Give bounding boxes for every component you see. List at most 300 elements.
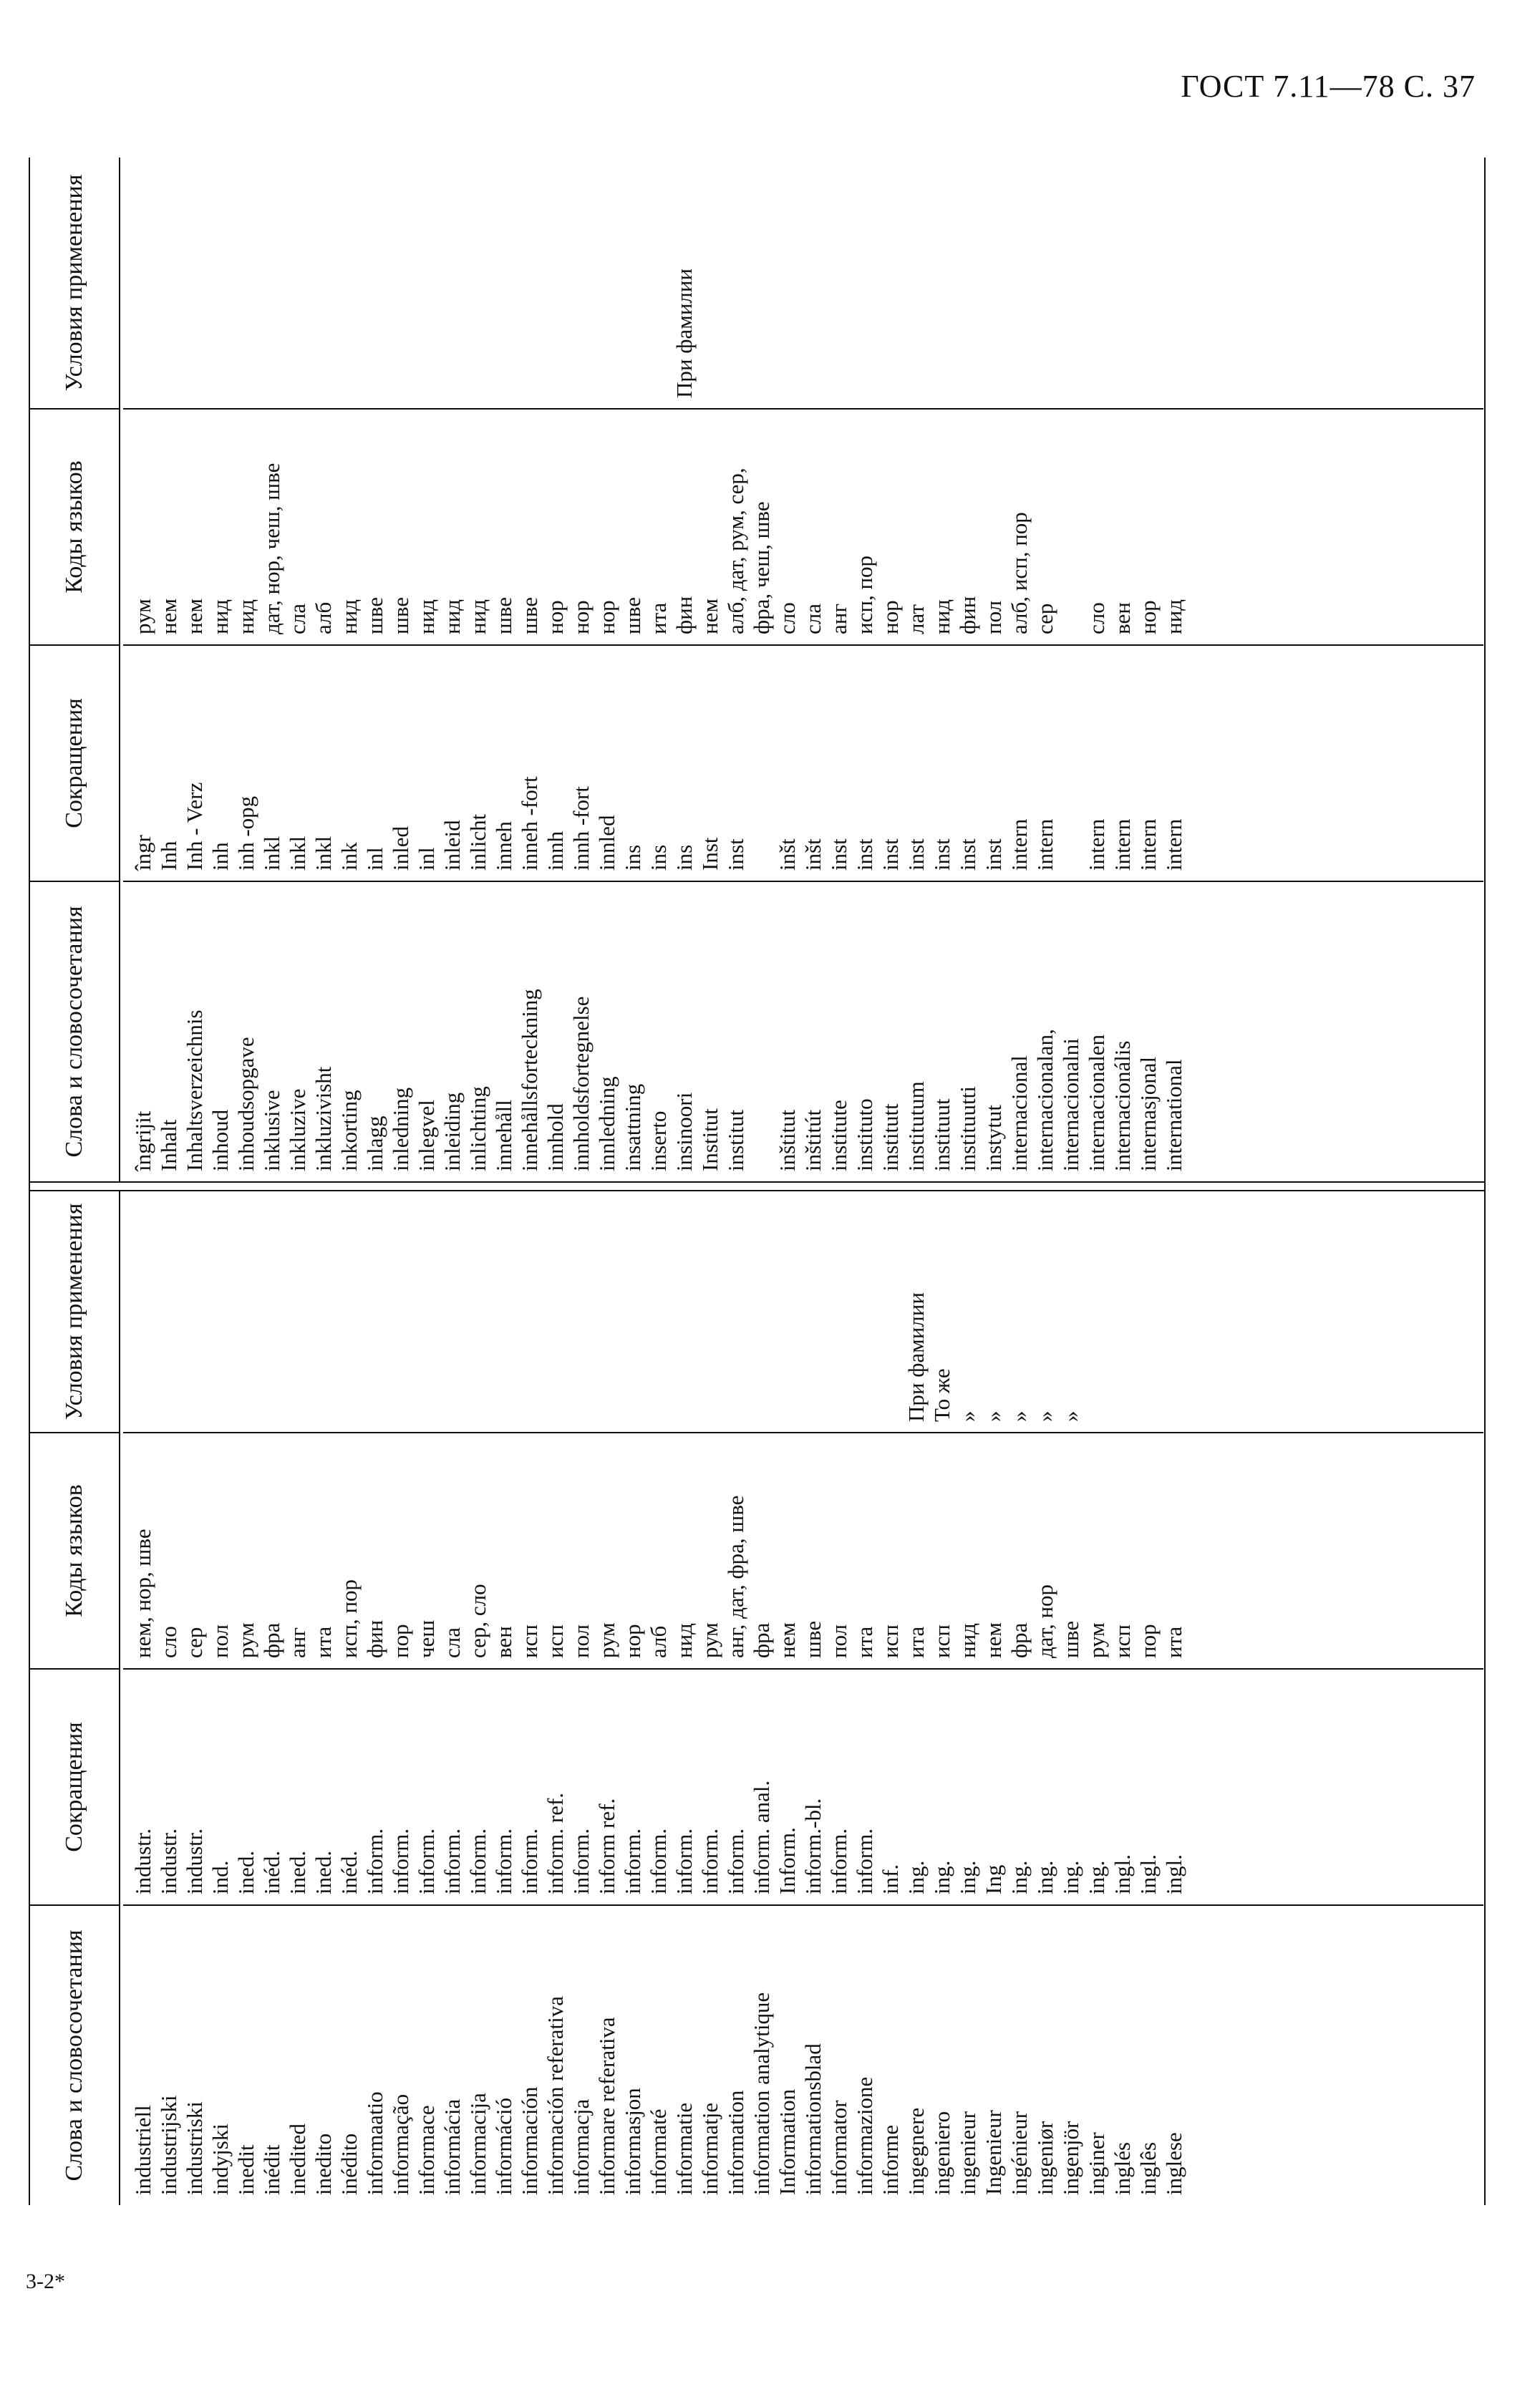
word-cell: informator (826, 2100, 851, 2195)
codes-cell: сло (775, 602, 800, 634)
abbr-cell: îngr (130, 835, 155, 871)
page-mark: 3-2* (26, 2270, 65, 2293)
codes-cell: пор (388, 1624, 413, 1658)
word-cell: institute (826, 1100, 851, 1171)
cond-cell (465, 158, 491, 398)
cond-cell (130, 158, 156, 398)
codes-cell: пол (826, 1624, 851, 1658)
codes-cell: фин (672, 596, 697, 634)
abbr-cell: inšt (800, 838, 825, 871)
cond-cell (878, 1191, 904, 1422)
abbr-cell: inst (723, 838, 748, 871)
codes-cell: фра (1007, 1622, 1032, 1658)
abbr-cell: industr. (156, 1828, 181, 1894)
abbr-cell: ingl. (1110, 1854, 1135, 1894)
cond-cell (517, 158, 543, 398)
word-cell: informaté (646, 2108, 671, 2195)
word-cell: inedited (285, 2124, 310, 2195)
abbr-cell: inleid (440, 820, 465, 871)
codes-cell: шве (517, 596, 542, 634)
codes-cell: нид (1161, 599, 1186, 634)
word-cell: instituut (929, 1098, 954, 1171)
codes-cell: анг, дат, фра, шве (723, 1495, 748, 1658)
codes-cell: шве (491, 596, 516, 634)
abbr-cell: inéd. (259, 1850, 284, 1894)
abbr-cell: inl (414, 847, 439, 871)
word-cell: inhoudsopgave (233, 1037, 258, 1171)
cond-cell (362, 1191, 388, 1422)
abbr-cell: inst (904, 838, 929, 871)
word-cell: information analytique (749, 1992, 774, 2195)
cond-cell (233, 158, 259, 398)
word-cell: inglese (1161, 2132, 1186, 2195)
word-cell: információ (491, 2097, 516, 2195)
codes-cell: ита (852, 1626, 877, 1658)
cond-cell (311, 1191, 336, 1422)
codes-cell: ита (1161, 1626, 1186, 1658)
right-col-words (123, 881, 1483, 1181)
abbr-cell: inform. (388, 1828, 413, 1894)
abbr-cell: inšt (775, 838, 800, 871)
codes-cell: дат, нор (1032, 1584, 1057, 1658)
abbr-cell: inl (362, 847, 387, 871)
cond-cell: » (1032, 1410, 1057, 1422)
left-header-row (30, 1191, 120, 2205)
cond-cell (1135, 158, 1161, 398)
codes-cell: чеш (414, 1619, 439, 1658)
cond-cell (697, 1191, 723, 1422)
codes-cell: нид (440, 599, 465, 634)
codes-cell: нид (336, 599, 362, 634)
word-cell: innhold (543, 1103, 568, 1171)
word-cell: inglés (1110, 2141, 1135, 2195)
codes-cell: шве (800, 1620, 825, 1658)
word-cell: Inhalt (156, 1119, 181, 1171)
word-cell: informação (388, 2093, 413, 2195)
abbr-cell: inform. (620, 1828, 645, 1894)
word-cell: informare referativa (594, 2017, 619, 2195)
cond-cell (1084, 158, 1110, 398)
cond-cell (826, 158, 852, 398)
cond-cell (1110, 1191, 1135, 1422)
cond-cell (233, 1191, 259, 1422)
word-cell: ingénieur (1007, 2111, 1032, 2195)
word-cell: ingenjör (1058, 2121, 1083, 2195)
codes-cell: алб (646, 1625, 671, 1658)
word-cell: information (723, 2090, 748, 2195)
abbr-cell (749, 646, 775, 871)
abbr-cell: inst (852, 838, 877, 871)
abbr-cell: inform. (491, 1828, 516, 1894)
abbr-cell: inéd. (336, 1850, 362, 1894)
word-cell: informasjon (620, 2088, 645, 2195)
word-cell: Institut (697, 1108, 722, 1171)
cond-cell (775, 158, 800, 398)
cond-cell (285, 158, 311, 398)
right-header-row (30, 158, 120, 1181)
word-cell: industriell (130, 2105, 155, 2195)
right-col-codes (123, 408, 1483, 644)
word-cell: innledning (594, 1076, 619, 1171)
codes-cell: шве (362, 596, 387, 634)
cond-cell (491, 1191, 517, 1422)
word-cell: inštitut (775, 1109, 800, 1171)
abbr-cell: inkl (311, 836, 336, 871)
cond-cell (543, 1191, 568, 1422)
abbr-cell: ing. (1058, 1860, 1083, 1894)
codes-cell: анг (285, 1627, 310, 1658)
word-cell: Inhaltsverzeichnis (182, 1009, 207, 1171)
cond-cell (1032, 158, 1058, 398)
word-cell: inkluzive (285, 1088, 310, 1171)
codes-cell: фра, чеш, шве (749, 501, 774, 634)
abbr-cell: industr. (182, 1828, 207, 1894)
codes-cell: ита (904, 1626, 929, 1658)
cond-cell (208, 1191, 233, 1422)
codes-cell: нор (543, 600, 568, 634)
left-header-cond: Условия применения (61, 1203, 87, 1420)
word-cell: institutum (904, 1081, 929, 1171)
abbr-cell: intern (1110, 818, 1135, 871)
codes-cell: нор (568, 600, 594, 634)
cond-cell (156, 1191, 182, 1422)
abbr-cell: inh -opg (233, 795, 258, 871)
codes-cell: нид (672, 1623, 697, 1658)
codes-cell: фин (362, 1619, 387, 1658)
cond-cell (955, 158, 981, 398)
abbr-cell: inform. (697, 1828, 722, 1894)
left-col-codes (123, 1432, 1483, 1668)
abbr-cell: ing. (955, 1860, 980, 1894)
codes-cell: нор (594, 600, 619, 634)
codes-cell: алб, дат, рум, сер, (723, 468, 748, 634)
word-cell: instituutti (955, 1086, 980, 1171)
word-cell: innholdsfortegnelse (568, 996, 594, 1171)
cond-cell (749, 1191, 775, 1422)
cond-cell (1161, 158, 1187, 398)
abbr-cell: inform. ref. (543, 1792, 568, 1894)
abbr-cell: intern (1135, 818, 1161, 871)
codes-cell: дат, нор, чеш, шве (259, 463, 284, 634)
codes-cell: алб (311, 601, 336, 634)
abbr-cell: Ing (981, 1864, 1006, 1894)
codes-cell: фра (259, 1622, 284, 1658)
word-cell: inkluzivisht (311, 1066, 336, 1171)
codes-cell: пол (981, 600, 1006, 634)
abbr-cell: ing. (1084, 1860, 1109, 1894)
codes-cell: нид (929, 599, 954, 634)
right-col-abbr (123, 644, 1483, 881)
codes-cell: сер, сло (465, 1584, 490, 1658)
codes-cell: сло (1084, 602, 1109, 634)
codes-cell: пор (1135, 1624, 1161, 1658)
abbr-cell: Inst (697, 837, 722, 871)
codes-cell: рум (697, 1622, 722, 1658)
cond-cell (800, 1191, 826, 1422)
abbr-cell: inform. (646, 1828, 671, 1894)
abbr-cell: ing. (1007, 1860, 1032, 1894)
word-cell: informace (414, 2105, 439, 2195)
word-cell: industrijski (156, 2095, 181, 2195)
abbr-cell: inform. (826, 1828, 851, 1894)
abbr-cell: inkl (259, 836, 284, 871)
cond-cell (568, 158, 594, 398)
abbr-cell: ins (646, 844, 671, 871)
codes-cell: вен (1110, 602, 1135, 634)
cond-cell (414, 1191, 440, 1422)
cond-cell (1084, 1191, 1110, 1422)
abbr-cell: inform. (414, 1828, 439, 1894)
cond-cell (182, 1191, 208, 1422)
word-cell: informacja (568, 2098, 594, 2195)
codes-cell: нем (697, 599, 722, 634)
codes-cell: пол (208, 1624, 233, 1658)
cond-cell (852, 1191, 878, 1422)
left-body (123, 1191, 1483, 2205)
cond-cell: При фамилии (672, 268, 697, 398)
word-cell: industriski (182, 2101, 207, 2195)
cond-cell (904, 158, 929, 398)
cond-cell (878, 158, 904, 398)
codes-cell: исп (878, 1624, 903, 1658)
word-cell: ingegnere (904, 2107, 929, 2195)
abbr-cell: Inform. (775, 1827, 800, 1894)
right-header-cond: Условия применения (61, 174, 87, 392)
cond-cell (259, 1191, 285, 1422)
word-cell: inglês (1135, 2141, 1161, 2195)
codes-cell: рум (233, 1622, 258, 1658)
word-cell: inštitút (800, 1109, 825, 1171)
cond-cell (208, 158, 233, 398)
codes-cell: исп (543, 1624, 568, 1658)
word-cell: instituto (852, 1098, 877, 1171)
word-cell: internacionalen (1084, 1034, 1109, 1171)
cond-cell: » (981, 1410, 1006, 1422)
codes-cell: нем, нор, шве (130, 1529, 155, 1658)
word-cell: informacija (465, 2093, 490, 2195)
abbr-cell: ins (620, 844, 645, 871)
abbr-cell: innled (594, 815, 619, 871)
abbr-cell: inform. (517, 1828, 542, 1894)
codes-cell: сла (285, 604, 310, 634)
codes-cell: нид (208, 599, 233, 634)
abbr-cell: inlicht (465, 813, 490, 871)
codes-cell: сер (1032, 603, 1057, 634)
left-col-abbr (123, 1668, 1483, 1904)
word-cell: informácia (440, 2098, 465, 2195)
right-header-words: Слова и словосочетания (30, 881, 119, 1181)
cond-cell (594, 158, 620, 398)
cond-cell (594, 1191, 620, 1422)
word-cell: inleiding (440, 1092, 465, 1171)
abbr-cell (1058, 646, 1084, 871)
word-cell: insinoori (672, 1092, 697, 1171)
codes-cell: нор (1135, 600, 1161, 634)
right-col-cond (123, 158, 1483, 408)
abbr-cell: Inh (156, 841, 181, 871)
codes-cell: исп (929, 1624, 954, 1658)
cond-cell (697, 158, 723, 398)
right-header-codes: Коды языков (30, 408, 119, 644)
codes-cell: рум (594, 1622, 619, 1658)
codes-cell: анг (826, 603, 851, 634)
cond-cell (388, 1191, 414, 1422)
abbr-cell: inst (929, 838, 954, 871)
cond-cell (620, 158, 646, 398)
word-cell: inginer (1084, 2132, 1109, 2195)
codes-cell: шве (620, 596, 645, 634)
cond-cell (440, 158, 465, 398)
abbr-cell: inneh (491, 821, 516, 871)
word-cell: internacional (1007, 1055, 1032, 1171)
codes-cell: нем (981, 1622, 1006, 1658)
cond-cell (543, 158, 568, 398)
codes-cell: пол (568, 1624, 594, 1658)
abbr-cell: inst (826, 838, 851, 871)
abbr-cell: inform. (568, 1828, 594, 1894)
cond-cell (749, 158, 775, 398)
word-cell: inkorting (336, 1090, 362, 1171)
codes-cell: сла (440, 1627, 465, 1658)
codes-cell: исп, пор (852, 555, 877, 634)
word-cell: indyjski (208, 2124, 233, 2195)
word-cell: inlagg (362, 1115, 387, 1171)
abbr-cell: inform.-bl. (800, 1798, 825, 1894)
word-cell: ingeniero (929, 2111, 954, 2195)
word-cell: insattning (620, 1083, 645, 1171)
cond-cell (440, 1191, 465, 1422)
cond-cell (1135, 1191, 1161, 1422)
abbr-cell: intern (1032, 818, 1057, 871)
codes-cell: ита (646, 602, 671, 634)
codes-cell: нор (620, 1624, 645, 1658)
right-header-abbr: Сокращения (30, 644, 119, 881)
codes-cell: нид (233, 599, 258, 634)
codes-cell: нор (878, 600, 903, 634)
cond-cell (311, 158, 336, 398)
abbr-cell: intern (1161, 818, 1186, 871)
word-cell (749, 882, 775, 1171)
word-cell: institutt (878, 1103, 903, 1171)
cond-cell (517, 1191, 543, 1422)
word-cell: información referativa (543, 1996, 568, 2195)
cond-cell (826, 1191, 852, 1422)
abbr-cell: industr. (130, 1828, 155, 1894)
abbr-cell: inst (981, 838, 1006, 871)
word-cell: inklusive (259, 1090, 284, 1171)
abbr-cell: ink (336, 842, 362, 871)
abbr-cell: inform. (723, 1828, 748, 1894)
abbr-cell: innh (543, 831, 568, 871)
abbr-cell: intern (1084, 818, 1109, 871)
codes-cell: рум (1084, 1622, 1109, 1658)
codes-cell: ита (311, 1626, 336, 1658)
codes-cell: лат (904, 604, 929, 634)
codes-cell: исп, пор (336, 1579, 362, 1658)
abbr-cell: ins (672, 844, 697, 871)
abbr-cell: intern (1007, 818, 1032, 871)
abbr-cell: inst (878, 838, 903, 871)
word-cell: informationsblad (800, 2043, 825, 2195)
cond-cell (156, 158, 182, 398)
word-cell: información (517, 2086, 542, 2195)
abbr-cell: inform. anal. (749, 1780, 774, 1894)
codes-cell: шве (388, 596, 413, 634)
cond-cell (1058, 158, 1084, 398)
word-cell: ingeniør (1032, 2121, 1057, 2195)
word-cell: informe (878, 2124, 903, 2195)
word-cell: inédit (259, 2144, 284, 2195)
cond-cell: » (1058, 1410, 1083, 1422)
cond-cell (646, 158, 672, 398)
word-cell: inhoud (208, 1109, 233, 1171)
word-cell: informaatio (362, 2091, 387, 2195)
abbr-cell: inform. (852, 1828, 877, 1894)
cond-cell (723, 158, 749, 398)
codes-cell: фра (749, 1622, 774, 1658)
cond-cell (775, 1191, 800, 1422)
abbr-cell: ined. (311, 1850, 336, 1894)
abbr-cell: innh -fort (568, 786, 594, 871)
cond-cell (388, 158, 414, 398)
abbr-cell: inform. (440, 1828, 465, 1894)
codes-cell: фин (955, 596, 980, 634)
word-cell: innehållsforteckning (517, 989, 542, 1171)
codes-cell: рум (130, 599, 155, 634)
abbr-cell: inf. (878, 1864, 903, 1894)
right-body (123, 158, 1483, 1181)
abbr-cell: ingl. (1161, 1854, 1186, 1894)
codes-cell: сер (182, 1627, 207, 1658)
word-cell: informatie (672, 2102, 697, 2195)
cond-cell (465, 1191, 491, 1422)
word-cell: inlegvel (414, 1100, 439, 1171)
cond-cell (620, 1191, 646, 1422)
word-cell: Ingenieur (981, 2110, 1006, 2195)
abbr-cell: inkl (285, 836, 310, 871)
cond-cell (723, 1191, 749, 1422)
codes-cell: нид (414, 599, 439, 634)
codes-cell (1058, 410, 1084, 634)
abbr-cell: inneh -fort (517, 776, 542, 871)
left-header-codes: Коды языков (30, 1432, 119, 1668)
codes-cell: нем (182, 599, 207, 634)
word-cell: informatje (697, 2102, 722, 2195)
word-cell: institut (723, 1109, 748, 1171)
word-cell: internacionalni (1058, 1038, 1083, 1171)
abbr-cell: ind. (208, 1860, 233, 1894)
abbr-cell: Inh - Verz (182, 782, 207, 871)
abbr-cell: inform. (465, 1828, 490, 1894)
cond-cell (259, 158, 285, 398)
cond-cell (1110, 158, 1135, 398)
word-cell: internasjonal (1135, 1056, 1161, 1171)
cond-cell (672, 1191, 697, 1422)
word-cell: Information (775, 2088, 800, 2195)
word-cell: informazione (852, 2076, 877, 2195)
cond-cell: » (1007, 1410, 1032, 1422)
cond-cell (130, 1191, 156, 1422)
codes-cell: алб, исп, пор (1007, 512, 1032, 634)
cond-cell (362, 158, 388, 398)
cond-cell: » (955, 1410, 980, 1422)
word-cell: international (1161, 1059, 1186, 1171)
word-cell: innehåll (491, 1100, 516, 1171)
codes-cell: сла (800, 604, 825, 634)
abbr-cell: inst (955, 838, 980, 871)
cond-cell (336, 1191, 362, 1422)
page-header: ГОСТ 7.11—78 С. 37 (1181, 69, 1476, 104)
